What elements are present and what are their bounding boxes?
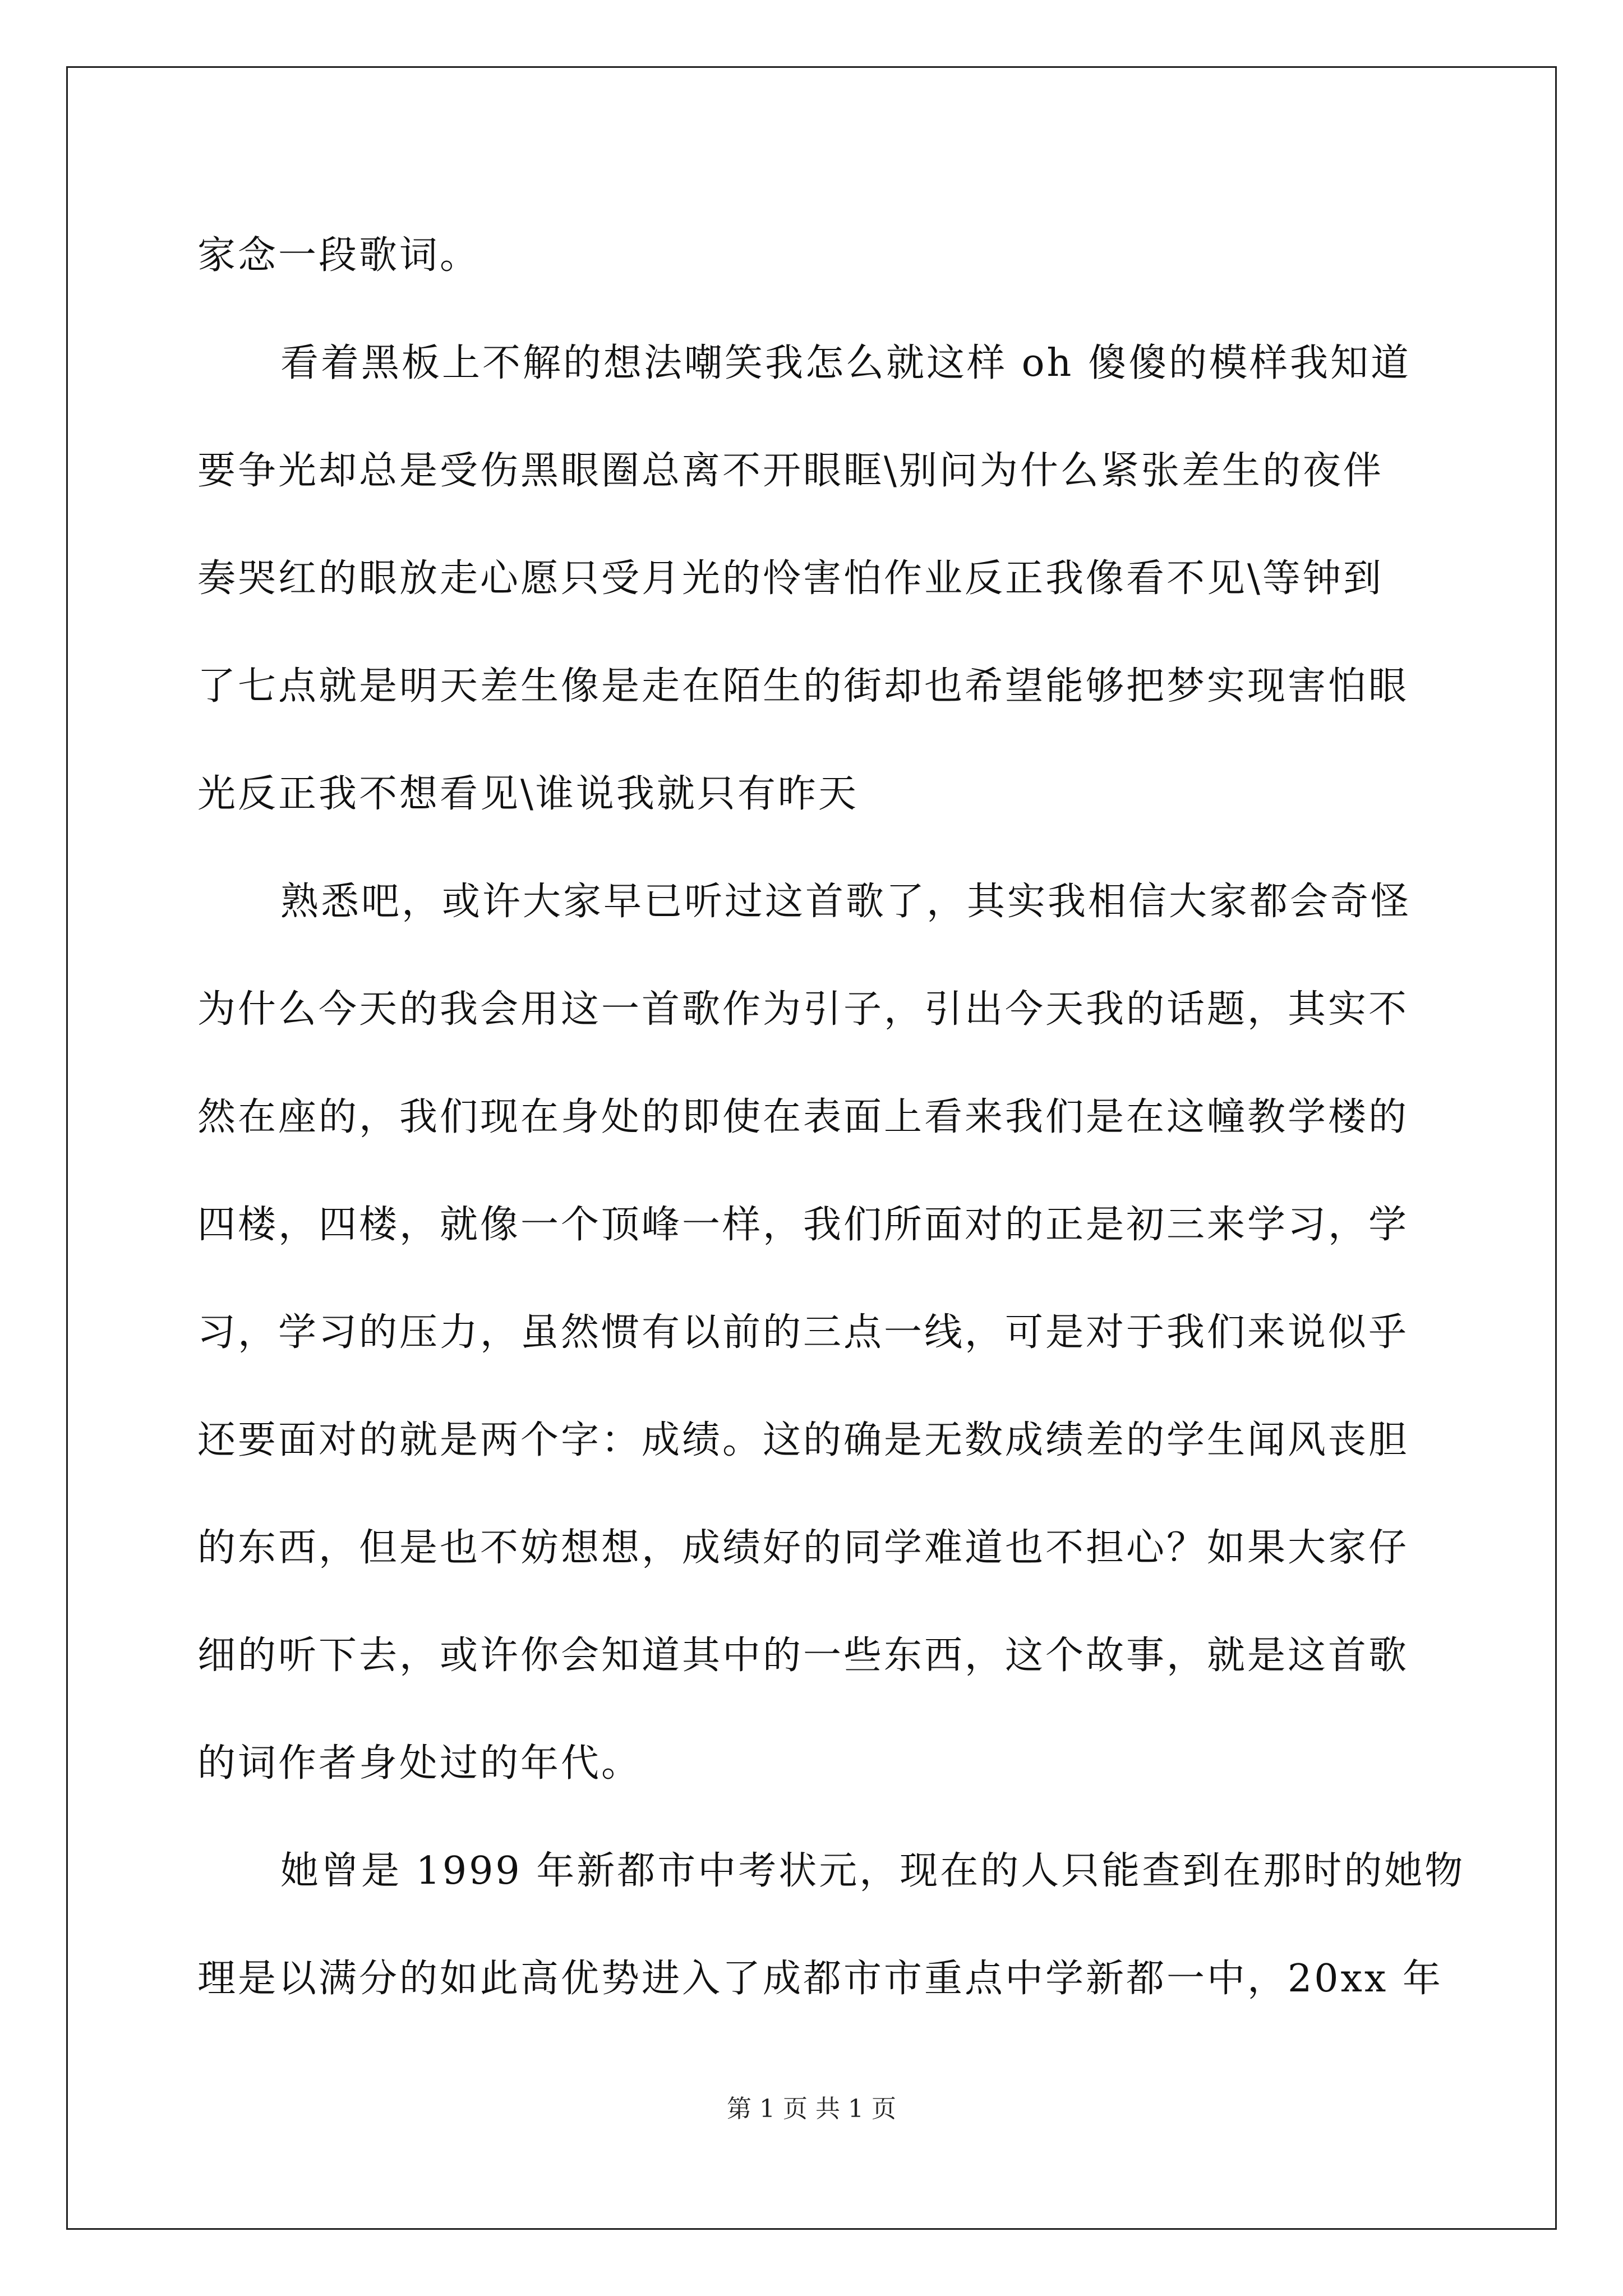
text-line: 奏哭红的眼放走心愿只受月光的怜害怕作业反正我像看不见\等钟到: [197, 556, 1384, 601]
text-line: 四楼，四楼，就像一个顶峰一样，我们所面对的正是初三来学习，学: [197, 1203, 1409, 1247]
text-line: 要争光却总是受伤黑眼圈总离不开眼眶\别问为什么紧张差生的夜伴: [197, 449, 1384, 493]
text-line: 然在座的，我们现在身处的即使在表面上看来我们是在这幢教学楼的: [197, 1095, 1409, 1139]
text-line: 看着黑板上不解的想法嘲笑我怎么就这样 oh 傻傻的模样我知道: [280, 341, 1411, 385]
text-line: 家念一段歌词。: [197, 233, 481, 278]
text-line: 理是以满分的如此高优势进入了成都市市重点中学新都一中，20xx 年: [197, 1957, 1443, 2001]
text-line: 的东西，但是也不妨想想，成绩好的同学难道也不担心？如果大家仔: [197, 1526, 1409, 1570]
text-line: 习，学习的压力，虽然惯有以前的三点一线，可是对于我们来说似乎: [197, 1310, 1409, 1355]
text-line: 她曾是 1999 年新都市中考状元，现在的人只能查到在那时的她物: [280, 1849, 1465, 1893]
text-line: 为什么今天的我会用这一首歌作为引子，引出今天我的话题，其实不: [197, 987, 1409, 1032]
text-line: 还要面对的就是两个字：成绩。这的确是无数成绩差的学生闻风丧胆: [197, 1418, 1409, 1462]
text-line: 细的听下去，或许你会知道其中的一些东西，这个故事，就是这首歌: [197, 1634, 1409, 1678]
text-line: 的词作者身处过的年代。: [197, 1741, 642, 1786]
text-line: 熟悉吧，或许大家早已听过这首歌了，其实我相信大家都会奇怪: [280, 880, 1412, 924]
document-body: [197, 202, 1465, 2033]
text-line: 了七点就是明天差生像是走在陌生的街却也希望能够把梦实现害怕眼: [197, 664, 1409, 708]
text-line: 光反正我不想看见\谁说我就只有昨天: [197, 772, 859, 816]
page-footer: 第 1 页 共 1 页: [727, 2095, 896, 2123]
